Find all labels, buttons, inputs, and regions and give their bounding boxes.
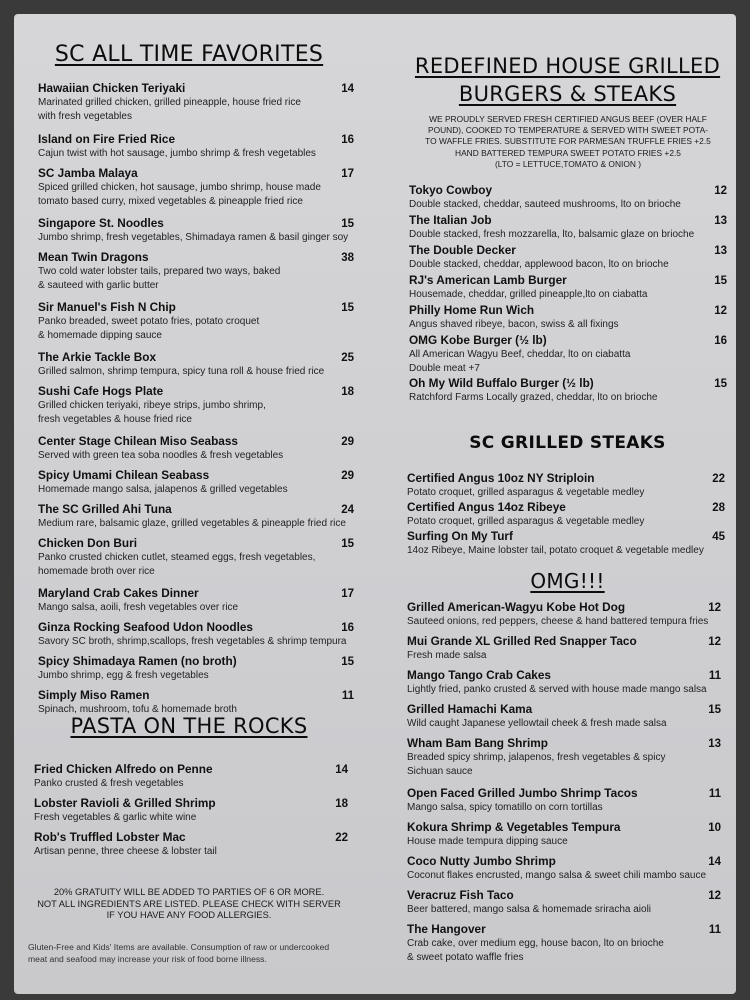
- burgers-intro: [407, 114, 729, 170]
- menu-item-price: 12: [714, 185, 727, 197]
- menu-item-name: Island on Fire Fried Rice: [38, 132, 176, 146]
- menu-item: [34, 830, 352, 859]
- menu-item-header: [38, 586, 358, 601]
- menu-item-header: [407, 471, 731, 486]
- menu-item-description: Two cold water lobster tails, prepared two ways, baked: [38, 266, 281, 277]
- menu-item-header: [409, 273, 729, 288]
- menu-item: [407, 922, 731, 964]
- menu-item-description: Potato croquet, grilled asparagus & vegetable medley: [407, 487, 645, 498]
- menu-item-header: [38, 132, 358, 147]
- menu-item-name: The Hangover: [407, 922, 486, 936]
- menu-item-price: 17: [341, 588, 354, 600]
- menu-item: [34, 762, 352, 791]
- menu-item-description: Panko crusted chicken cutlet, steamed eggs, fresh vegetables,: [38, 552, 316, 563]
- menu-item-header: [38, 250, 358, 265]
- menu-item-description: Beer battered, mango salsa & homemade sriracha aioli: [407, 904, 652, 915]
- intro-line: POUND), COOKED TO TEMPERATURE & SERVED WITH SWEET POTA-: [428, 125, 708, 136]
- menu-item-header: [38, 654, 358, 669]
- menu-item-price: 11: [708, 788, 721, 800]
- menu-item-description: Served with green tea soba noodles & fresh vegetables: [38, 450, 284, 461]
- menu-item-header: [407, 668, 731, 683]
- menu-item-header: [407, 786, 731, 801]
- menu-item: [409, 376, 729, 405]
- disclaimer: [28, 941, 358, 965]
- menu-item-description: Artisan penne, three cheese & lobster tail: [34, 846, 217, 857]
- menu-item-header: [409, 243, 729, 258]
- menu-item-price: 11: [708, 924, 721, 936]
- menu-item-description: Crab cake, over medium egg, house bacon, lto on brioche: [407, 938, 664, 949]
- menu-item-name: Maryland Crab Cakes Dinner: [38, 586, 199, 600]
- menu-item-header: [38, 300, 358, 315]
- menu-item-header: [407, 634, 731, 649]
- menu-item-name: Mui Grande XL Grilled Red Snapper Taco: [407, 634, 637, 648]
- menu-item-description: Angus shaved ribeye, bacon, swiss & all fixings: [409, 319, 619, 330]
- menu-item-header: [407, 736, 731, 751]
- menu-item-header: [38, 434, 358, 449]
- menu-item-header: [407, 600, 731, 615]
- menu-item-header: [407, 854, 731, 869]
- menu-item: [409, 273, 729, 302]
- menu-item-name: Center Stage Chilean Miso Seabass: [38, 434, 238, 448]
- menu-item-name: Open Faced Grilled Jumbo Shrimp Tacos: [407, 786, 638, 800]
- intro-line: TO WAFFLE FRIES. SUBSTITUTE FOR PARMESAN TRUFFLE FRIES +2.5: [425, 136, 711, 147]
- menu-item-description: Spinach, mushroom, tofu & homemade broth: [38, 704, 237, 715]
- menu-item-description: & sauteed with garlic butter: [38, 279, 159, 291]
- notice-line: IF YOU HAVE ANY FOOD ALLERGIES.: [106, 910, 272, 921]
- menu-item-header: [38, 81, 358, 96]
- menu-item-header: [38, 384, 358, 399]
- menu-item-price: 12: [714, 305, 727, 317]
- menu-item-price: 11: [708, 670, 721, 682]
- menu-item-name: Fried Chicken Alfredo on Penne: [34, 762, 213, 776]
- menu-item-description: Wild caught Japanese yellowtail cheek & fresh made salsa: [407, 718, 667, 729]
- menu-item-name: Lobster Ravioli & Grilled Shrimp: [34, 796, 216, 810]
- menu-item: [38, 350, 358, 379]
- menu-item-name: Spicy Umami Chilean Seabass: [38, 468, 210, 482]
- menu-item-header: [407, 702, 731, 717]
- menu-item-price: 12: [708, 890, 721, 902]
- menu-page: [14, 14, 736, 994]
- menu-item-price: 12: [708, 636, 721, 648]
- notice-line: NOT ALL INGREDIENTS ARE LISTED. PLEASE CHECK WITH SERVER: [37, 898, 341, 909]
- menu-item-description: Medium rare, balsamic glaze, grilled vegetables & pineapple fried rice: [38, 518, 346, 529]
- menu-item: [407, 668, 731, 697]
- menu-item-description: Grilled salmon, shrimp tempura, spicy tuna roll & house fried rice: [38, 366, 325, 377]
- menu-item-name: Grilled American-Wagyu Kobe Hot Dog: [407, 600, 626, 614]
- menu-item-description: Mango salsa, spicy tomatillo on corn tortillas: [407, 802, 603, 813]
- gratuity-notice: [14, 887, 364, 922]
- menu-item-name: Chicken Don Buri: [38, 536, 137, 550]
- menu-item-price: 28: [712, 502, 725, 514]
- menu-item-name: Mango Tango Crab Cakes: [407, 668, 551, 682]
- menu-item-price: 15: [714, 378, 727, 390]
- menu-item-price: 25: [341, 352, 354, 364]
- menu-item: [38, 384, 358, 426]
- menu-item-price: 15: [341, 302, 354, 314]
- menu-item-name: The Italian Job: [409, 213, 492, 227]
- menu-item-name: Wham Bam Bang Shrimp: [407, 736, 548, 750]
- menu-item-price: 22: [712, 473, 725, 485]
- menu-item-description: House made tempura dipping sauce: [407, 836, 568, 847]
- menu-item-price: 15: [341, 538, 354, 550]
- menu-item: [407, 500, 731, 529]
- menu-item-header: [409, 183, 729, 198]
- menu-item: [38, 166, 358, 208]
- menu-item-header: [38, 688, 358, 703]
- menu-item-description: All American Wagyu Beef, cheddar, lto on ciabatta: [409, 349, 631, 360]
- menu-item-price: 13: [714, 215, 727, 227]
- menu-item-name: Grilled Hamachi Kama: [407, 702, 533, 716]
- menu-item-description: Potato croquet, grilled asparagus & vegetable medley: [407, 516, 645, 527]
- menu-item-header: [38, 350, 358, 365]
- menu-item-name: Singapore St. Noodles: [38, 216, 164, 230]
- menu-item-header: [407, 820, 731, 835]
- menu-item: [407, 600, 731, 629]
- omg-title: OMG!!!: [530, 569, 605, 593]
- menu-item-header: [407, 888, 731, 903]
- menu-item-description: Sauteed onions, red peppers, cheese & hand battered tempura fries: [407, 616, 709, 627]
- menu-item-price: 17: [341, 168, 354, 180]
- menu-item-header: [38, 468, 358, 483]
- menu-item-name: Veracruz Fish Taco: [407, 888, 514, 902]
- menu-item: [38, 586, 358, 615]
- menu-item: [409, 243, 729, 272]
- menu-item-name: Sushi Cafe Hogs Plate: [38, 384, 164, 398]
- menu-item-header: [407, 922, 731, 937]
- menu-item-header: [34, 796, 352, 811]
- menu-item: [409, 213, 729, 242]
- menu-item: [38, 620, 358, 649]
- menu-item: [407, 529, 731, 558]
- menu-item-description: Double stacked, cheddar, sauteed mushrooms, lto on brioche: [409, 199, 681, 210]
- menu-item-header: [409, 376, 729, 391]
- menu-item-header: [409, 303, 729, 318]
- menu-item-description: Panko crusted & fresh vegetables: [34, 778, 184, 789]
- menu-item-description: & homemade dipping sauce: [38, 329, 162, 341]
- menu-item-name: Certified Angus 10oz NY Striploin: [407, 471, 595, 485]
- menu-item-header: [34, 830, 352, 845]
- menu-item-header: [38, 502, 358, 517]
- menu-item-name: Oh My Wild Buffalo Burger (½ lb): [409, 376, 594, 390]
- menu-item-header: [407, 500, 731, 515]
- menu-item-description: Mango salsa, aoili, fresh vegetables over rice: [38, 602, 239, 613]
- menu-item-description: Fresh made salsa: [407, 650, 487, 661]
- menu-item-description: Double meat +7: [409, 362, 480, 374]
- menu-item-name: The SC Grilled Ahi Tuna: [38, 502, 172, 516]
- menu-item-price: 13: [708, 738, 721, 750]
- menu-item-name: Simply Miso Ramen: [38, 688, 150, 702]
- menu-item: [407, 736, 731, 778]
- menu-item-price: 15: [341, 218, 354, 230]
- menu-item-description: Housemade, cheddar, grilled pineapple,lto on ciabatta: [409, 289, 648, 300]
- menu-item-price: 16: [341, 134, 354, 146]
- menu-item: [407, 702, 731, 731]
- menu-item-description: Homemade mango salsa, jalapenos & grilled vegetables: [38, 484, 288, 495]
- menu-item-price: 18: [341, 386, 354, 398]
- menu-item-description: with fresh vegetables: [38, 110, 132, 122]
- menu-item-price: 16: [714, 335, 727, 347]
- menu-item: [38, 434, 358, 463]
- menu-item-name: Surfing On My Turf: [407, 529, 513, 543]
- menu-item-description: Savory SC broth, shrimp,scallops, fresh vegetables & shrimp tempura: [38, 636, 347, 647]
- menu-item: [407, 888, 731, 917]
- menu-item-description: Jumbo shrimp, egg & fresh vegetables: [38, 670, 209, 681]
- menu-item: [38, 536, 358, 578]
- menu-item-description: tomato based curry, mixed vegetables & pineapple fried rice: [38, 195, 303, 207]
- menu-item-price: 29: [341, 470, 354, 482]
- menu-item-name: The Double Decker: [409, 243, 516, 257]
- menu-item: [407, 854, 731, 883]
- menu-item-description: Ratchford Farms Locally grazed, cheddar, lto on brioche: [409, 392, 658, 403]
- menu-item-price: 15: [714, 275, 727, 287]
- menu-item-price: 14: [335, 764, 348, 776]
- pasta-title: PASTA ON THE ROCKS: [70, 714, 308, 738]
- menu-item-name: Spicy Shimadaya Ramen (no broth): [38, 654, 237, 668]
- menu-item-name: Ginza Rocking Seafood Udon Noodles: [38, 620, 253, 634]
- menu-item-description: Fresh vegetables & garlic white wine: [34, 812, 197, 823]
- menu-item-description: Grilled chicken teriyaki, ribeye strips, jumbo shrimp,: [38, 400, 266, 411]
- menu-item-header: [407, 529, 731, 544]
- menu-item-price: 24: [341, 504, 354, 516]
- menu-item-price: 13: [714, 245, 727, 257]
- menu-item-description: Spiced grilled chicken, hot sausage, jumbo shrimp, house made: [38, 182, 321, 193]
- menu-item: [38, 502, 358, 531]
- all-time-favorites-title: SC ALL TIME FAVORITES: [54, 42, 324, 67]
- menu-item-name: Sir Manuel's Fish N Chip: [38, 300, 176, 314]
- menu-item-header: [38, 536, 358, 551]
- menu-item-price: 12: [708, 602, 721, 614]
- menu-item-header: [38, 166, 358, 181]
- menu-item: [407, 634, 731, 663]
- menu-item-price: 14: [341, 83, 354, 95]
- menu-item: [38, 250, 358, 292]
- menu-item-description: Panko breaded, sweet potato fries, potato croquet: [38, 316, 260, 327]
- menu-item-price: 29: [341, 436, 354, 448]
- menu-item: [38, 300, 358, 342]
- menu-item-name: Tokyo Cowboy: [409, 183, 493, 197]
- menu-item-price: 15: [708, 704, 721, 716]
- steaks-title: SC GRILLED STEAKS: [469, 433, 666, 453]
- menu-item-name: Hawaiian Chicken Teriyaki: [38, 81, 186, 95]
- menu-item-price: 16: [341, 622, 354, 634]
- menu-item-description: Breaded spicy shrimp, jalapenos, fresh vegetables & spicy: [407, 752, 666, 763]
- menu-item-description: Double stacked, cheddar, applewood bacon, lto on brioche: [409, 259, 669, 270]
- menu-item: [409, 183, 729, 212]
- burgers-title-line: BURGERS & STEAKS: [458, 82, 677, 106]
- burgers-title: [399, 52, 736, 108]
- menu-item: [38, 132, 358, 161]
- menu-item: [407, 786, 731, 815]
- menu-item-name: Kokura Shrimp & Vegetables Tempura: [407, 820, 621, 834]
- menu-item-price: 18: [335, 798, 348, 810]
- menu-item-price: 14: [708, 856, 721, 868]
- menu-item-description: Jumbo shrimp, fresh vegetables, Shimadaya ramen & basil ginger soy: [38, 232, 349, 243]
- menu-item-name: The Arkie Tackle Box: [38, 350, 157, 364]
- menu-item-description: Sichuan sauce: [407, 765, 473, 777]
- notice-line: 20% GRATUITY WILL BE ADDED TO PARTIES OF 6 OR MORE.: [53, 887, 325, 897]
- menu-item-price: 22: [335, 832, 348, 844]
- menu-item-description: fresh vegetables & house fried rice: [38, 413, 192, 425]
- disclaimer-line: meat and seafood may increase your risk of food borne illness.: [28, 954, 267, 964]
- menu-item: [38, 216, 358, 245]
- intro-line: HAND BATTERED TEMPURA SWEET POTATO FRIES +2.5: [455, 147, 681, 158]
- menu-item: [38, 81, 358, 123]
- disclaimer-line: Gluten-Free and Kids' Items are available. Consumption of raw or undercooked: [28, 942, 330, 952]
- menu-item-header: [409, 213, 729, 228]
- menu-item: [409, 303, 729, 332]
- menu-item-price: 10: [708, 822, 721, 834]
- menu-item-name: Certified Angus 14oz Ribeye: [407, 500, 566, 514]
- menu-item-header: [409, 333, 729, 348]
- menu-item: [407, 820, 731, 849]
- menu-item-price: 11: [341, 690, 354, 702]
- menu-item: [38, 654, 358, 683]
- burgers-title-line: REDEFINED HOUSE GRILLED: [414, 54, 721, 78]
- menu-item-description: Coconut flakes encrusted, mango salsa & sweet chili mambo sauce: [407, 870, 707, 881]
- menu-item-description: Lightly fried, panko crusted & served with house made mango salsa: [407, 684, 707, 695]
- intro-line: (LTO = LETTUCE,TOMATO & ONION ): [494, 158, 642, 169]
- menu-item-description: Double stacked, fresh mozzarella, lto, balsamic glaze on brioche: [409, 229, 695, 240]
- menu-item-price: 45: [712, 531, 725, 543]
- menu-item-header: [38, 620, 358, 635]
- menu-item-header: [38, 216, 358, 231]
- menu-item-name: SC Jamba Malaya: [38, 166, 138, 180]
- menu-item-price: 38: [341, 252, 354, 264]
- menu-item-name: OMG Kobe Burger (½ lb): [409, 333, 547, 347]
- menu-item: [38, 468, 358, 497]
- menu-item-name: Mean Twin Dragons: [38, 250, 149, 264]
- menu-item-name: RJ's American Lamb Burger: [409, 273, 567, 287]
- intro-line: WE PROUDLY SERVED FRESH CERTIFIED ANGUS BEEF (OVER HALF: [429, 114, 707, 124]
- menu-item-price: 15: [341, 656, 354, 668]
- menu-item: [38, 688, 358, 717]
- menu-item: [34, 796, 352, 825]
- menu-item-header: [34, 762, 352, 777]
- menu-item-name: Philly Home Run Wich: [409, 303, 535, 317]
- menu-item-description: Marinated grilled chicken, grilled pineapple, house fried rice: [38, 97, 301, 108]
- menu-item-description: homemade broth over rice: [38, 565, 155, 577]
- menu-item-description: & sweet potato waffle fries: [407, 951, 524, 963]
- menu-item-name: Rob's Truffled Lobster Mac: [34, 830, 186, 844]
- menu-item: [409, 333, 729, 375]
- menu-item-description: Cajun twist with hot sausage, jumbo shrimp & fresh vegetables: [38, 148, 316, 159]
- menu-item: [407, 471, 731, 500]
- menu-item-name: Coco Nutty Jumbo Shrimp: [407, 854, 556, 868]
- menu-item-description: 14oz Ribeye, Maine lobster tail, potato croquet & vegetable medley: [407, 545, 704, 556]
